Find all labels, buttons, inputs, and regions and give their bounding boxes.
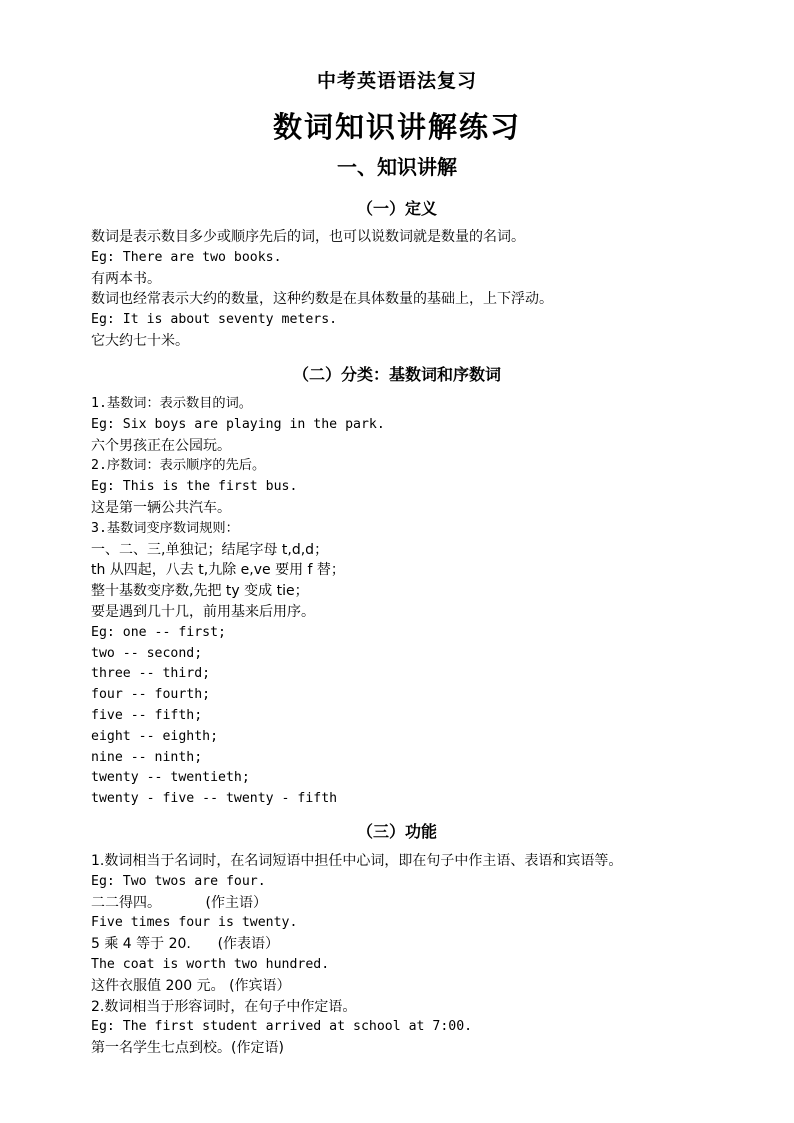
- series-title: 中考英语语法复习: [316, 70, 477, 92]
- text-line: 这件衣服值 200 元。 (作宾语）: [91, 977, 291, 994]
- rhyme-line: 整十基数变序数,先把 ty 变成 tie；: [91, 583, 309, 600]
- text-line: 2.数词相当于形容词时，在句子中作定语。: [91, 998, 357, 1015]
- example-line: Eg: one -- first;: [91, 624, 226, 640]
- example-line: nine -- ninth;: [91, 749, 203, 765]
- section-3-body: [91, 851, 761, 1059]
- example-line: twenty - five -- twenty - fifth: [91, 791, 338, 807]
- example-line: four -- fourth;: [91, 687, 211, 703]
- main-title: 数词知识讲解练习: [272, 110, 521, 144]
- example-line: three -- third;: [91, 666, 211, 682]
- text-line: 1.基数词：表示数目的词。: [91, 396, 252, 411]
- example-line: two -- second;: [91, 645, 203, 661]
- section-1-heading: （一）定义: [356, 199, 437, 218]
- example-line: Eg: This is the first bus.: [91, 479, 298, 495]
- rhyme-line: th 从四起，八去 t,九除 e,ve 要用 f 替；: [91, 562, 345, 579]
- example-line: twenty -- twentieth;: [91, 770, 250, 786]
- rhyme-line: 一、二、三,单独记；结尾字母 t,d,d；: [91, 541, 329, 558]
- section-3-heading: （三）功能: [356, 822, 437, 841]
- example-line: Eg: Six boys are playing in the park.: [91, 416, 385, 432]
- text-line: 数词也经常表示大约的数量，这种约数是在具体数量的基础上，上下浮动。: [91, 291, 553, 308]
- example-line: Eg: It is about seventy meters.: [91, 312, 338, 328]
- text-line: 数词是表示数目多少或顺序先后的词，也可以说数词就是数量的名词。: [91, 229, 525, 245]
- text-line: 二二得四。 (作主语）: [91, 894, 267, 911]
- text-line: 有两本书。: [91, 270, 161, 287]
- example-line: Five times four is twenty.: [91, 915, 298, 931]
- text-line: 它大约七十米。: [91, 332, 189, 349]
- text-line: 第一名学生七点到校。(作定语): [91, 1040, 284, 1057]
- section-2-body: [91, 394, 761, 810]
- text-line: 2.序数词：表示顺序的先后。: [91, 458, 266, 474]
- example-line: Eg: The first student arrived at school at 7:00.: [91, 1019, 473, 1035]
- text-line: 这是第一辆公共汽车。: [91, 499, 231, 516]
- example-line: eight -- eighth;: [91, 728, 219, 744]
- text-line: 3.基数词变序数词规则：: [91, 520, 239, 536]
- part-title: 一、知识讲解: [337, 155, 457, 179]
- text-line: 六个男孩正在公园玩。: [91, 437, 231, 454]
- text-line: 1.数词相当于名词时，在名词短语中担任中心词，即在句子中作主语、表语和宾语等。: [91, 853, 623, 869]
- example-line: five -- fifth;: [91, 707, 203, 723]
- example-line: Eg: Two twos are four.: [91, 873, 266, 889]
- text-line: 5 乘 4 等于 20. (作表语）: [91, 936, 280, 953]
- section-1-body: [91, 227, 761, 352]
- rhyme-line: 要是遇到几十几，前用基来后用序。: [91, 603, 315, 620]
- example-line: The coat is worth two hundred.: [91, 956, 330, 972]
- section-2-heading: （二）分类：基数词和序数词: [292, 365, 501, 384]
- example-line: Eg: There are two books.: [91, 249, 282, 265]
